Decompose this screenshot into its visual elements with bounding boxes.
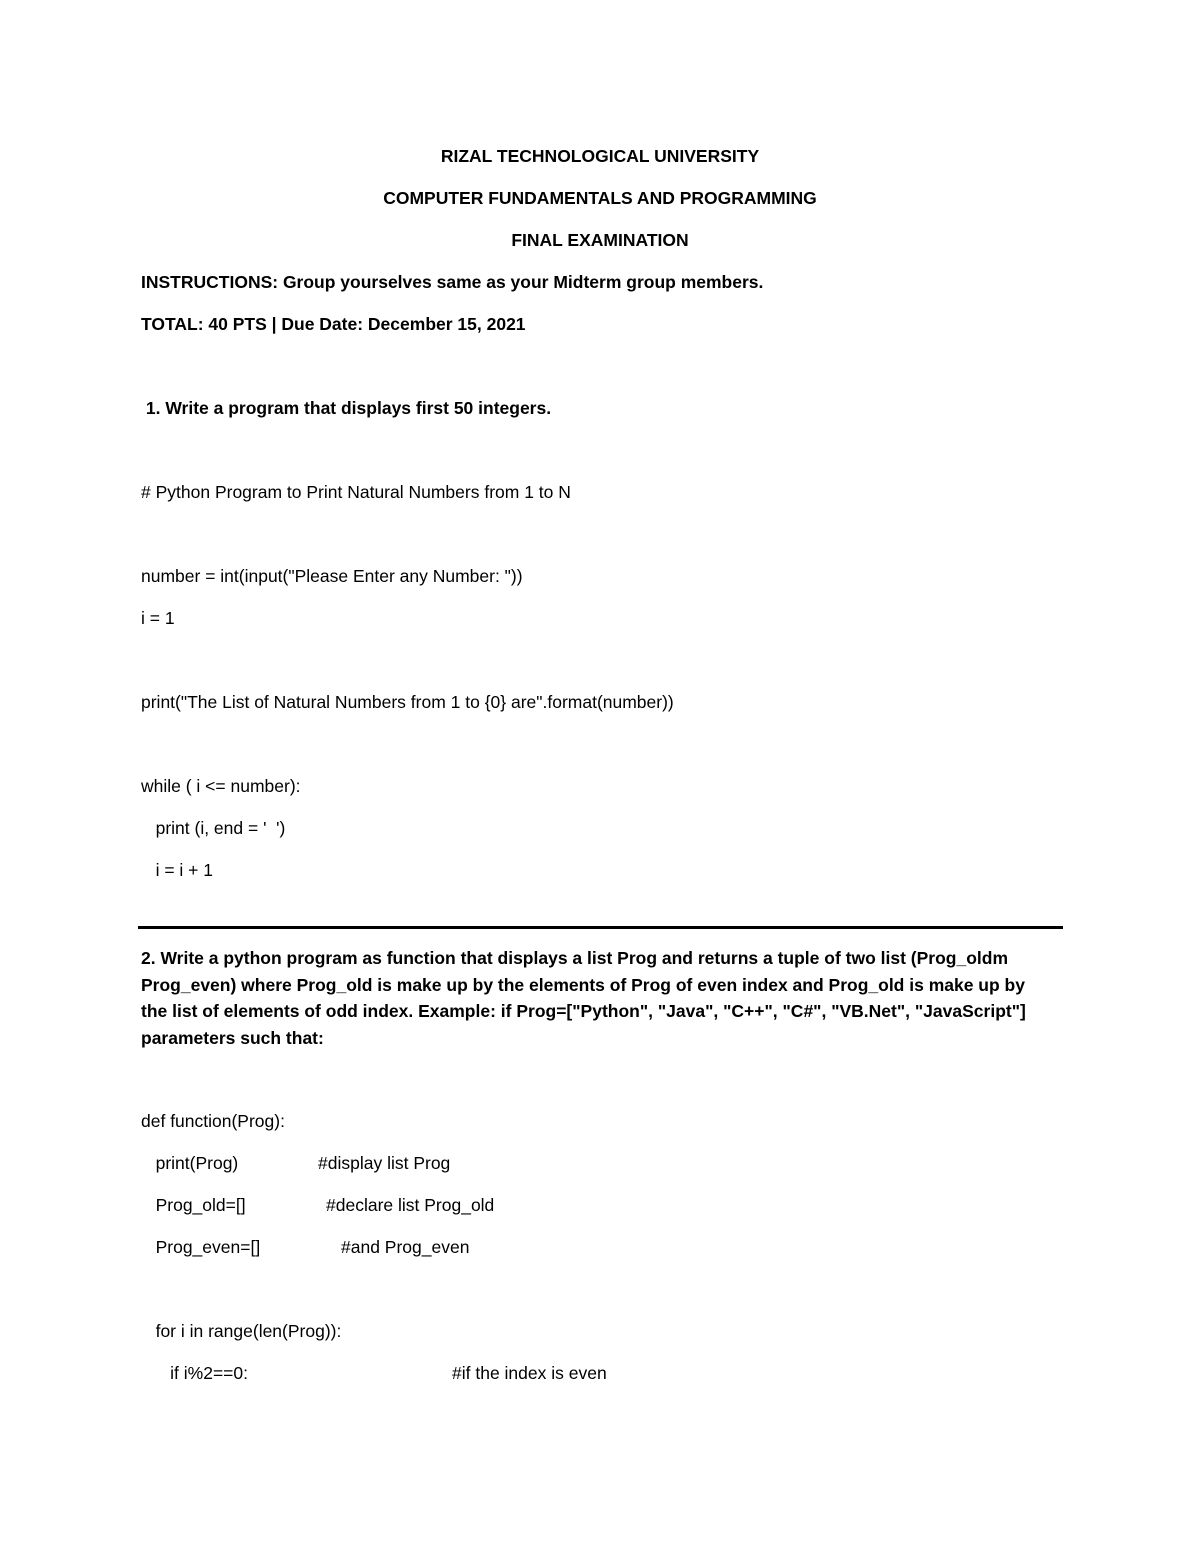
code-line: Prog_old=[] (141, 1195, 246, 1215)
code-line: if i%2==0: (141, 1363, 248, 1383)
code-comment: #display list Prog (318, 1153, 451, 1173)
code-comment: #declare list Prog_old (326, 1195, 495, 1215)
code-line: Prog_even=[] (141, 1237, 261, 1257)
total-line: TOTAL: 40 PTS | Due Date: December 15, 2021 (141, 314, 526, 334)
code-line: number = int(input("Please Enter any Number: ")) (141, 566, 523, 586)
question-1: 1. Write a program that displays first 50 integers. (141, 398, 552, 418)
code-line: i = i + 1 (141, 860, 213, 880)
code-line: while ( i <= number): (141, 776, 301, 796)
code-line: i = 1 (141, 608, 175, 628)
section-divider (138, 926, 1063, 929)
code-line: def function(Prog): (141, 1111, 285, 1131)
code-line: for i in range(len(Prog)): (141, 1321, 342, 1341)
code-line: # Python Program to Print Natural Numbers from 1 to N (141, 482, 571, 502)
course-title: COMPUTER FUNDAMENTALS AND PROGRAMMING (383, 188, 817, 208)
question-2: 2. Write a python program as function that displays a list Prog and returns a tuple of two list (Prog_oldm Prog_even) where Prog_old is make up by the elements of Prog of even index and Prog_old is make up by the list of elements of odd index. Example: if Prog=["Python", "Java", "C++", "C#", "VB.Net", "JavaScript"] parameters such that: (141, 948, 1026, 1048)
instructions-line: INSTRUCTIONS: Group yourselves same as your Midterm group members. (141, 272, 764, 292)
code-line: print("The List of Natural Numbers from 1 to {0} are".format(number)) (141, 692, 674, 712)
code-comment: #if the index is even (452, 1363, 607, 1383)
code-line: print(Prog) (141, 1153, 239, 1173)
code-line: print (i, end = ' ') (141, 818, 286, 838)
code-comment: #and Prog_even (341, 1237, 470, 1257)
university-title: RIZAL TECHNOLOGICAL UNIVERSITY (440, 146, 760, 166)
exam-title: FINAL EXAMINATION (511, 230, 689, 250)
